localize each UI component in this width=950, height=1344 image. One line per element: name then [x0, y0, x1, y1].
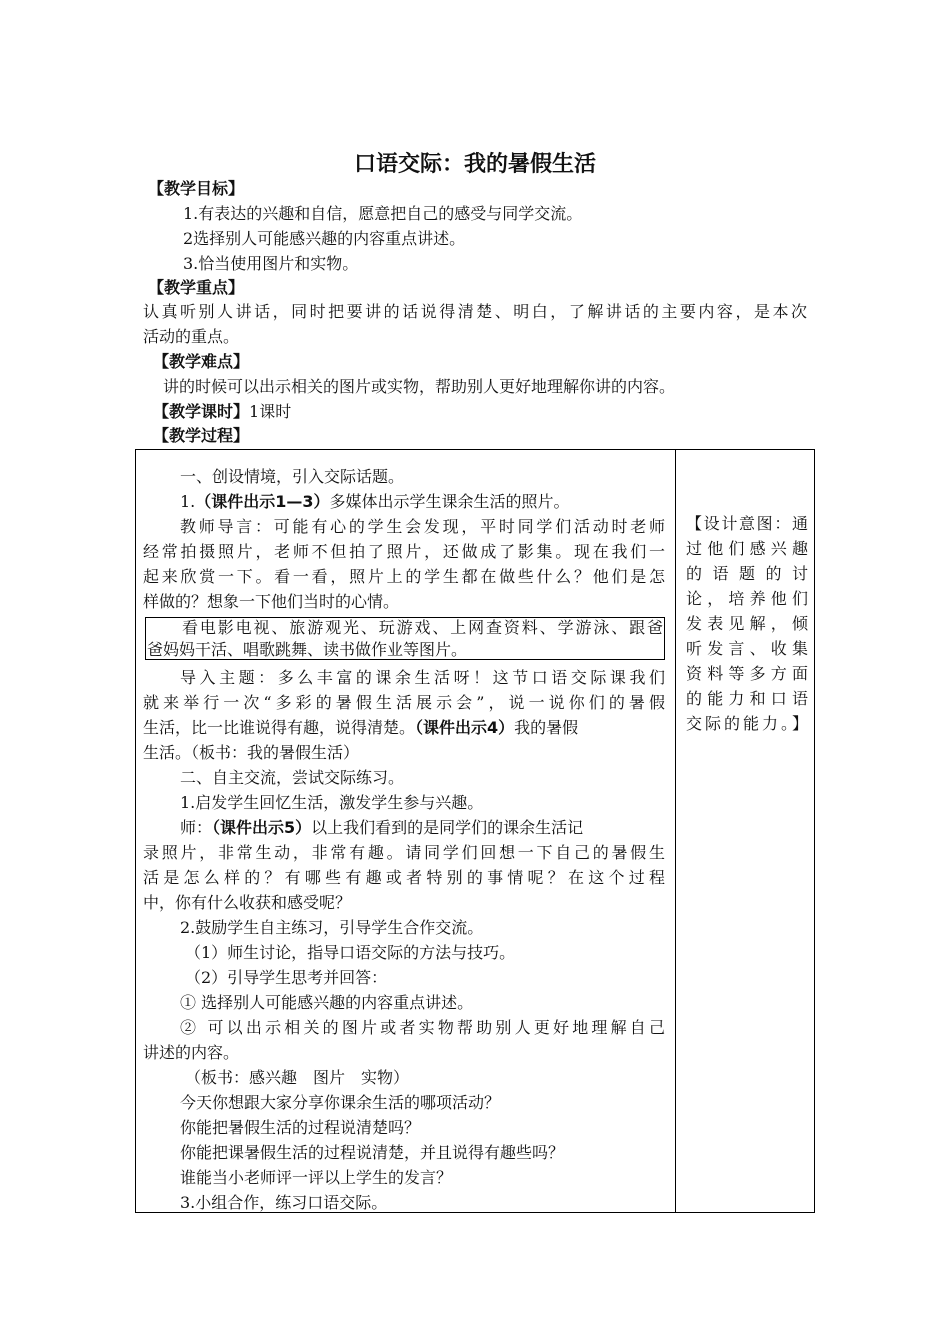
section-heading: 二、自主交流，尝试交际练习。 — [180, 768, 405, 787]
hours-heading: 【教学课时】 — [153, 402, 250, 421]
side-note-line: 发表见解，倾 — [686, 614, 808, 633]
body-line: 教师导言：可能有心的学生会发现，平时同学们活动时老师 — [180, 517, 665, 536]
body-line: 生活。（板书：我的暑假生活） — [143, 743, 360, 762]
body-line: 讲述的内容。 — [143, 1043, 240, 1062]
body-line: 2.鼓励学生自主练习，引导学生合作交流。 — [180, 918, 484, 937]
boxed-line: 爸妈妈干活、唱歌跳舞、读书做作业等图片。 — [147, 640, 468, 659]
body-line: 样做的？想象一下他们当时的心情。 — [143, 592, 400, 611]
key-points-line: 活动的重点。 — [143, 327, 240, 346]
key-points-heading: 【教学重点】 — [148, 278, 245, 297]
body-line: ① 选择别人可能感兴趣的内容重点讲述。 — [180, 993, 474, 1012]
body-line: ② 可以出示相关的图片或者实物帮助别人更好地理解自己 — [180, 1018, 665, 1037]
objective-item: 2选择别人可能感兴趣的内容重点讲述。 — [183, 229, 466, 248]
side-note-line: 的能力和口语 — [686, 689, 808, 708]
process-heading: 【教学过程】 — [153, 426, 250, 445]
hours-text: 1课时 — [249, 402, 292, 421]
board-note: （板书：感兴趣 图片 实物） — [185, 1068, 410, 1087]
body-line: 经常拍摄照片，老师不但拍了照片，还做成了影集。现在我们一 — [143, 542, 665, 561]
body-line: 1.启发学生回忆生活，激发学生参与兴趣。 — [180, 793, 484, 812]
body-line: 录照片，非常生动，非常有趣。请同学们回想一下自己的暑假生 — [143, 843, 665, 862]
question-line: 今天你想跟大家分享你课余生活的哪项活动？ — [180, 1093, 501, 1112]
body-line: 就来举行一次“多彩的暑假生活展示会”，说一说你们的暑假 — [143, 693, 665, 712]
side-note-line: 【设计意图：通 — [686, 514, 808, 533]
question-line: 你能把暑假生活的过程说清楚吗？ — [180, 1118, 421, 1137]
body-line: （2）引导学生思考并回答： — [185, 968, 388, 987]
body-line: 中，你有什么收获和感受呢？ — [143, 893, 352, 912]
hours-row — [153, 401, 291, 423]
body-line: 3.小组合作，练习口语交际。 — [180, 1193, 388, 1212]
question-line: 谁能当小老师评一评以上学生的发言？ — [180, 1168, 453, 1187]
question-line: 你能把课暑假生活的过程说清楚，并且说得有趣些吗？ — [180, 1143, 565, 1162]
body-line: 生活，比一比谁说得有趣，说得清楚。（课件出示4）我的暑假 — [143, 718, 579, 737]
side-note-line: 听发言、收集 — [686, 639, 808, 658]
objective-item: 1.有表达的兴趣和自信，愿意把自己的感受与同学交流。 — [183, 204, 583, 223]
side-note-line: 论，培养他们 — [686, 589, 808, 608]
column-divider — [675, 449, 676, 1213]
side-note-line: 过他们感兴趣 — [686, 539, 808, 558]
difficulty-heading: 【教学难点】 — [153, 352, 250, 371]
body-line: 活是怎么样的？有哪些有趣或者特别的事情呢？在这个过程 — [143, 868, 665, 887]
body-line: 起来欣赏一下。看一看，照片上的学生都在做些什么？他们是怎 — [143, 567, 665, 586]
objectives-heading: 【教学目标】 — [148, 179, 245, 198]
boxed-line: 看电影电视、旅游观光、玩游戏、上网查资料、学游泳、跟爸 — [182, 618, 663, 637]
side-note-line: 交际的能力。】 — [686, 714, 808, 733]
body-line: 师：（课件出示5）以上我们看到的是同学们的课余生活记 — [180, 818, 584, 837]
objective-item: 3.恰当使用图片和实物。 — [183, 254, 359, 273]
key-points-line: 认真听别人讲话，同时把要讲的话说得清楚、明白，了解讲话的主要内容，是本次 — [143, 302, 807, 321]
side-note-line: 资料等多方面 — [686, 664, 808, 683]
section-heading: 一、创设情境，引入交际话题。 — [180, 467, 405, 486]
page-title: 口语交际：我的暑假生活 — [353, 152, 596, 177]
body-line: （1）师生讨论，指导口语交际的方法与技巧。 — [185, 943, 516, 962]
body-line: 1.（课件出示1—3）多媒体出示学生课余生活的照片。 — [180, 492, 570, 511]
side-note-line: 的语题的讨 — [686, 564, 808, 583]
difficulty-text: 讲的时候可以出示相关的图片或实物，帮助别人更好地理解你讲的内容。 — [163, 377, 676, 396]
body-line: 导入主题：多么丰富的课余生活呀！这节口语交际课我们 — [180, 668, 665, 687]
